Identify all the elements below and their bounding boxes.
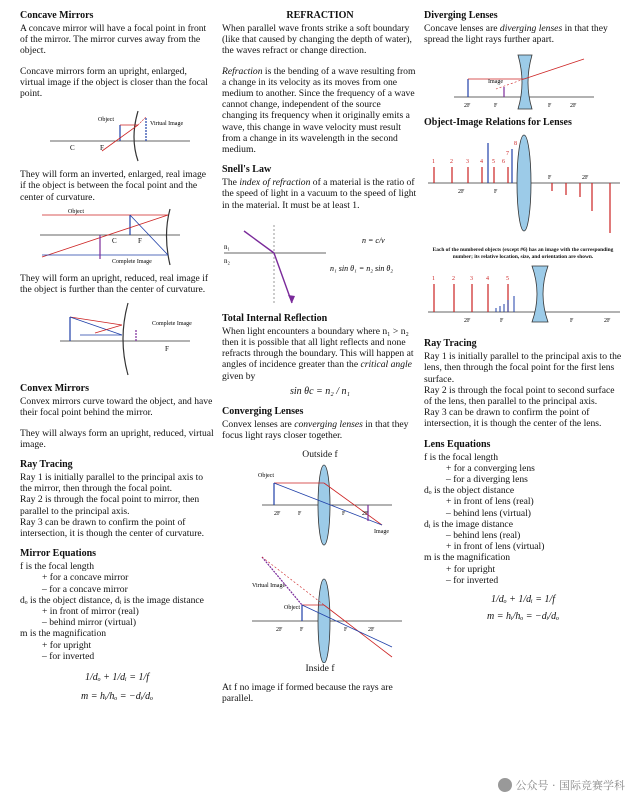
diverging-title: Diverging Lenses — [424, 10, 498, 21]
objimg-num-6: 6 — [502, 159, 505, 166]
mirror-eq-d1: + in front of mirror (real) — [42, 606, 139, 618]
tir-equation: sin θc = n₂ / n₁ — [290, 385, 350, 397]
mirror-eq-d: dₒ is the object distance, dᵢ is the image distance — [20, 594, 204, 606]
diverging-diagram — [424, 49, 622, 111]
tir-term: critical angle — [360, 359, 412, 371]
lens-eq-do: dₒ is the object distance — [424, 485, 515, 497]
diverging-p1 — [424, 23, 622, 45]
d3-complete-label: Complete Image — [152, 321, 192, 328]
tir-p1b: given by — [222, 370, 256, 382]
ray-lens-3: Ray 3 can be drawn to confirm the point of intersection, it is though the center of the lens. — [424, 407, 602, 430]
objimg-caption: Each of the numbered objects (except #6) has an image with the corresponding number; its relative location, size, and orientation are shown. — [432, 247, 614, 260]
ray-tracing-lens-title: Ray Tracing — [424, 338, 477, 350]
inside-2f-right: 2F — [368, 626, 375, 633]
ray-lens-1: Ray 1 is initially parallel to the principal axis to the lens, then through the focal point for the first lens surface. — [424, 351, 622, 385]
ray-mirror-1: Ray 1 is initially parallel to the principal axis to the mirror, then through the focal point. — [20, 472, 204, 495]
mirror-eq-f2: – for a concave mirror — [42, 583, 128, 595]
diverging-2f-left: 2F — [464, 103, 471, 110]
d3-f-label: F — [165, 345, 169, 354]
concave-lens-num-5: 5 — [506, 276, 509, 283]
snell-n1: n₁ — [224, 242, 230, 251]
converging-title: Converging Lenses — [222, 406, 304, 418]
objimg-2f-left: 2F — [458, 189, 465, 196]
convex-p1: Convex mirrors curve toward the object, and have their focal point behind the mirror. — [20, 396, 213, 419]
watermark — [498, 777, 626, 793]
converging-outside-diagram — [222, 461, 418, 547]
mirror-equation-2: m = hᵢ/hₒ = −dᵢ/dₒ — [81, 691, 153, 703]
tir-title: Total Internal Reflection — [222, 312, 328, 324]
mirror-eq-f: f is the focal length — [20, 561, 95, 573]
mirror-eq-f1: + for a concave mirror — [42, 572, 129, 584]
concave-real-diagram — [20, 207, 214, 267]
d1-f-label: F — [100, 144, 104, 153]
objimg-f-right: F — [548, 175, 552, 182]
lens-eq-title: Lens Equations — [424, 438, 491, 450]
converging-inside-diagram — [222, 547, 418, 663]
concave-p2: Concave mirrors form an upright, enlarged, virtual image if the object is closer than the focal point. — [20, 65, 208, 100]
d2-object-label: Object — [68, 208, 84, 215]
converging-p1a: Convex lenses are — [222, 419, 295, 431]
inside-f-label: Inside f — [305, 662, 335, 674]
concave-virtual-diagram — [20, 103, 214, 163]
watermark-text: 公众号 · 国际竞赛学科 — [515, 779, 625, 792]
lens-eq-f2: – for a diverging lens — [446, 474, 528, 486]
ray-mirror-3: Ray 3 can be drawn to confirm the point of intersection, it is though the center of curvature. — [20, 516, 205, 540]
concave-reduced-diagram — [20, 299, 214, 377]
snell-term: index of refraction — [239, 177, 311, 189]
objimg-num-3: 3 — [466, 159, 469, 166]
tir-p1a: When light encounters a boundary where n₁ > n₂ then it is possible that all light reflects and none refracts through the boundary. This will happen at angles of incidence greater than the — [222, 325, 414, 371]
column-mirrors — [20, 10, 214, 703]
lens-eq-m: m is the magnification — [424, 552, 511, 564]
column-refraction — [222, 10, 418, 704]
concave-lens-relations-diagram — [424, 264, 622, 326]
inside-2f-left: 2F — [276, 626, 283, 633]
concave-p4: They will form an upright, reduced, real image if the object is further than the center of curvature. — [20, 272, 209, 296]
objimg-num-8: 8 — [514, 141, 517, 148]
converging-p1 — [222, 419, 418, 441]
d1-c-label: C — [70, 144, 75, 153]
diverging-p1a: Concave lenses are — [424, 23, 500, 34]
snell-diagram — [222, 215, 418, 307]
refraction-term: Refraction — [222, 65, 263, 77]
snell-title: Snell's Law — [222, 164, 272, 176]
concave-p3: They will form an inverted, enlarged, real image if the object is between the focal point and the center of curvature. — [20, 169, 207, 203]
lens-eq-f1: + for a converging lens — [446, 462, 535, 474]
concave-lens-num-2: 2 — [452, 276, 455, 283]
lens-eq-f: f is the focal length — [424, 451, 499, 463]
convex-p2: They will always form an upright, reduced, virtual image. — [20, 427, 214, 450]
objimg-title: Object-Image Relations for Lenses — [424, 117, 572, 129]
snell-eq1: n = c/v — [362, 235, 385, 245]
snell-p1b: of a material is the ratio of the speed of light in a vacuum to the speed of light in the material. It must be at least 1. — [222, 177, 417, 211]
diverging-term: diverging lenses — [499, 23, 563, 34]
lens-eq-di1: – behind lens (real) — [446, 530, 521, 542]
d2-c-label: C — [112, 236, 117, 245]
concave-lens-2f-right: 2F — [604, 318, 611, 325]
d1-object-label: Object — [98, 117, 114, 124]
converging-p2: At f no image if formed because the rays are parallel. — [222, 681, 393, 705]
outside-f-right: F — [342, 510, 346, 517]
concave-lens-num-3: 3 — [470, 276, 473, 283]
d1-virtual-label: Virtual Image — [150, 121, 184, 128]
lens-eq-m1: + for upright — [446, 563, 496, 575]
objimg-num-2: 2 — [450, 159, 453, 166]
convex-title: Convex Mirrors — [20, 383, 89, 395]
diverging-2f-right: 2F — [570, 103, 577, 110]
ray-mirror-2: Ray 2 is through the focal point to mirror, then parallel to the principal axis. — [20, 494, 200, 517]
convex-lens-relations-diagram — [424, 133, 622, 241]
snell-p1a: The — [222, 177, 240, 189]
outside-f-label: Outside f — [302, 449, 338, 461]
mirror-eq-title: Mirror Equations — [20, 548, 97, 560]
lens-eq-di2: + in front of lens (virtual) — [446, 541, 545, 553]
lens-equation-2: m = hᵢ/hₒ = −dᵢ/dₒ — [487, 611, 559, 623]
inside-virtual: Virtual Image — [252, 582, 286, 589]
lens-eq-do1: + in front of lens (real) — [446, 496, 534, 508]
concave-lens-f-left: F — [500, 318, 504, 325]
tir-p1 — [222, 326, 418, 382]
converging-p1b: in that they focus light rays closer together. — [222, 419, 409, 442]
snell-p1 — [222, 177, 418, 211]
concave-lens-f-right: F — [570, 318, 574, 325]
diverging-f-left: F — [494, 103, 498, 110]
snell-eq2: n₁ sin θ₁ = n₂ sin θ₂ — [330, 263, 394, 273]
diverging-image: Image — [488, 79, 503, 86]
mirror-eq-d2: – behind mirror (virtual) — [42, 617, 137, 629]
objimg-num-1: 1 — [432, 159, 435, 166]
concave-lens-num-1: 1 — [432, 276, 435, 283]
wechat-icon — [498, 778, 512, 792]
concave-lens-2f-left: 2F — [464, 318, 471, 325]
inside-object: Object — [284, 604, 300, 611]
mirror-eq-m1: + for upright — [42, 639, 92, 651]
outside-f-left: F — [298, 510, 302, 517]
mirror-eq-m: m is the magnification — [20, 628, 107, 640]
outside-2f-right: 2F — [362, 510, 369, 517]
outside-image: Image — [374, 528, 389, 535]
objimg-2f-right: 2F — [582, 175, 589, 182]
refraction-p1: When parallel wave fronts strike a soft boundary (like that caused by changing the depth of water), the waves refract or change direction. — [222, 23, 412, 57]
lens-equation-1: 1/dₒ + 1/dᵢ = 1/f — [490, 594, 556, 606]
refraction-p2 — [222, 66, 418, 156]
concave-lens-num-4: 4 — [486, 276, 489, 283]
objimg-f-left: F — [494, 189, 498, 196]
lens-eq-m2: – for inverted — [446, 574, 499, 586]
lens-eq-do2: – behind lens (virtual) — [446, 507, 531, 519]
inside-f-right: F — [344, 626, 348, 633]
refraction-p2-body: is the bending of a wave resulting from a change in its velocity as its moves from one medium to another. Since the frequency of a wave cannot change, independent of the source changing its frequency when it originally emits a wave, this change in wave velocity must result from a change in its wavelength in the second medium. — [222, 65, 416, 156]
d2-complete-label: Complete Image — [112, 258, 152, 265]
refraction-title: REFRACTION — [286, 10, 354, 21]
concave-p1: A concave mirror will have a focal point in front of the mirror. The mirror curves away from the object. — [20, 23, 207, 57]
column-lenses — [424, 10, 622, 622]
inside-f-left: F — [300, 626, 304, 633]
mirror-eq-m2: – for inverted — [42, 650, 95, 662]
outside-2f-left: 2F — [274, 510, 281, 517]
ray-tracing-mirror-title: Ray Tracing — [20, 459, 73, 471]
diverging-f-right: F — [548, 103, 552, 110]
objimg-num-5: 5 — [492, 159, 495, 166]
concave-title: Concave Mirrors — [20, 10, 94, 21]
converging-term: converging lenses — [294, 419, 363, 431]
outside-object: Object — [258, 472, 274, 479]
diverging-p1b: in that they spread the light rays further apart. — [424, 23, 608, 46]
d2-f-label: F — [138, 236, 142, 245]
mirror-equation-1: 1/dₒ + 1/dᵢ = 1/f — [84, 672, 150, 684]
ray-lens-2: Ray 2 is through the focal point to second surface of the lens, then parallel to the principal axis. — [424, 384, 615, 408]
snell-n2: n₂ — [224, 256, 230, 265]
objimg-num-4: 4 — [480, 159, 483, 166]
lens-eq-di: dᵢ is the image distance — [424, 518, 513, 530]
objimg-num-7: 7 — [506, 151, 509, 158]
